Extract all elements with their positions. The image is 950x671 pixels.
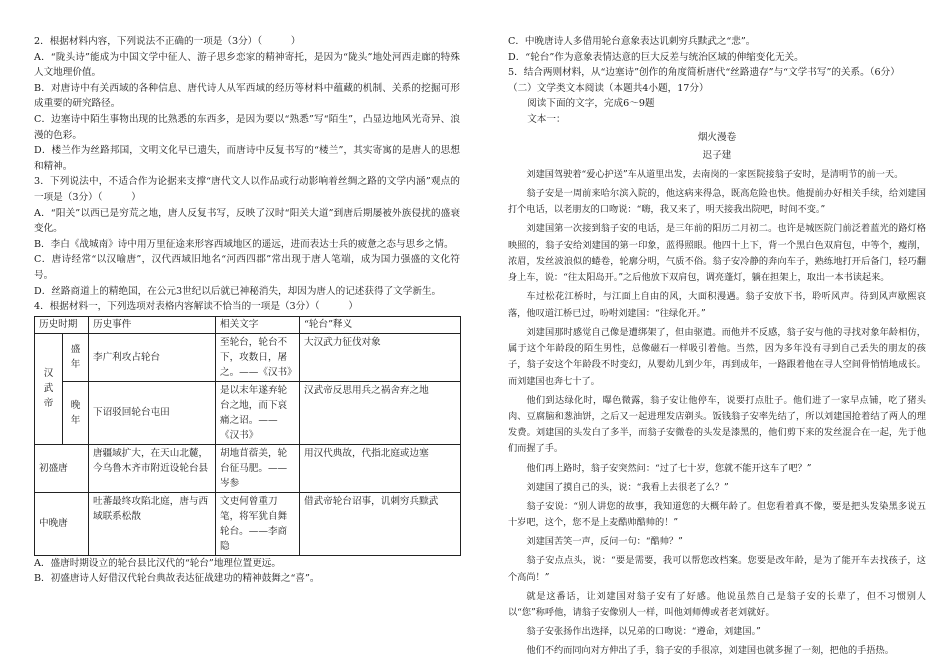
story-paragraph: 刘建国第一次接到翁子安的电话，是三年前的阳历二月初二。也许是城医院门前泛着蓝光的路灯格映照的，翁子安给刘建国的第一印象，蓝得照眼。他四十上下，背一个黑白色双肩包，中等个，瘦削，浓眉，发丝波浪似的蜷卷，轮廓分明，气质不俗。翁子安冷静的奔向车子，熟练地打开后备门，轻巧翻身上车，说：“往太阳岛开。”之后他放下双肩包，调亮蓬灯，躺在担架上，取出一本书读起来。 [508, 223, 926, 284]
history-table [34, 316, 461, 556]
event-cell: 李广利攻占轮台 [89, 333, 216, 381]
text-cell: 是以末年遂弃轮台之地，而下哀痛之诏。——《汉书》 [216, 381, 300, 444]
q3-option-c: C．唐诗经常“以汉喻唐”，汉代西域旧地名“河西四郡”常出现于唐人笔端，成为国力强盛的文化符号。 [34, 254, 460, 281]
story-paragraph: 翁子安说：“别人讲您的故事，我知道您的大概年龄了。但您看着真不像，要是把头发染黑多说五十岁吧，这个，您不是上麦酷帅酷帅的！” [508, 500, 926, 529]
story-paragraph: 刘建国那时感觉自己像是遭绑架了，但由驱遣。而他并不反感，翁子安与他的寻找对象年龄相仿，属于这个年龄段的陌生男性，总像磁石一样吸引着他。当然，因为多年没有寻到自己丢失的朋友的孩子，翁子安这个年龄段不时变幻，从婴幼儿到少年，再到成年，一路跟着他在寻人空间骨悄悄地成长。而刘建国也奔七十了。 [508, 326, 926, 387]
text-cell: 文吏何曾重刀笔，将军犹自舞轮台。——李商隐 [216, 492, 300, 555]
q3-stem: 3．下列说法中，不适合作为论据来支撑“唐代文人以作品或行动影响着丝绸之路的文学内涵”观点的一项是（3分）（ ） [34, 176, 460, 203]
q3-option-b: B．李白《战城南》诗中用万里征途来形容西域地区的遥远，进而表达士兵的疲惫之态与思乡之情。 [34, 238, 454, 250]
story-paragraph: 刘建国了摸自己的头，说：“我看上去很老了么？” [526, 481, 729, 493]
story-paragraph: 他们不约而同向对方伸出了手，翁子安的手很凉，刘建国也就多握了一刻，把他的手捂热。 [526, 645, 894, 657]
story-paragraph: 翁子安点点头，说：“要是需要，我可以帮您改档案。您要是改年龄，是为了能开车去找孩子，这个高尚！” [508, 555, 926, 583]
event-cell: 吐蕃最终攻陷北庭，唐与西域联系松散 [89, 492, 216, 555]
sub-period-cell: 晚年 [63, 381, 89, 444]
event-cell: 唐疆域扩大，在天山北麓，今乌鲁木齐市附近设轮台县 [89, 444, 216, 492]
q2-option-d: D．楼兰作为丝路邦国，文明文化早已遗失，而唐诗中反复书写的“楼兰”，其实寄寓的是唐人的思想和精神。 [34, 145, 460, 172]
table-row [35, 333, 461, 381]
story-paragraph: 车过松花江桥时，与江面上自由的风，大面积漫遇。翁子安放下书，聆听风声。待到风声歇熙哀落，他叹道江桥已过，吩咐刘建国：“往绿化开。” [508, 291, 926, 319]
q5-stem: 5．结合两则材料，从“边塞诗”创作的角度简析唐代“丝路遗存”与“文学书写”的关系。（6分） [508, 67, 900, 79]
table-header-row [35, 316, 461, 333]
q3-option-d: D．丝路商道上的精绝国，在公元3世纪以后就已神秘消失，却因为唐人的记述获得了文学新生。 [34, 285, 442, 297]
q3-option-a: A．“阳关”以西已是穷荒之地，唐人反复书写，反映了汉时“阳关大道”到唐后期屡被外族侵扰的盛衰变化。 [34, 207, 460, 235]
story-paragraph: 翁子安是一周前来哈尔滨入院的，他这病来得急，既高危险也快。他提前办好相关手续，给刘建国打个电话，以老朋友的口吻说：“嗨，我又来了，明天接我出院吧，时间不变。” [508, 187, 926, 216]
right-column [508, 34, 926, 662]
story-paragraph: 刘建国驾驶着“爱心护送”车从道里出发，去南岗的一家医院接翁子安时，是清明节的前一天。 [526, 168, 904, 180]
q4-option-b: B．初盛唐诗人好借汉代轮台典故表达征战建功的精神鼓舞之“喜”。 [34, 573, 320, 585]
text-label: 文本一： [527, 113, 566, 125]
left-column [34, 34, 460, 587]
story-paragraph: 刘建国苦笑一声，反问一句：“酷帅？” [526, 536, 683, 548]
table-header: 历史事件 [89, 316, 216, 333]
meaning-cell: 大汉武力征伐对象 [300, 333, 461, 381]
q4-option-c: C．中晚唐诗人多借用轮台意象表达讥刺穷兵黩武之“悲”。 [508, 36, 756, 47]
text-cell: 胡地苜蓿美，轮台征马肥。——岑参 [216, 444, 300, 492]
q2-stem: 2．根据材料内容，下列说法不正确的一项是（3分）（ ） [34, 36, 301, 47]
story-paragraph: 就是这番话，让刘建国对翁子安有了好感。他说虽然自己是翁子安的长辈了，但不习惯别人以“您”称呼他，请翁子安像别人一样，叫他刘师傅或者老刘就好。 [508, 590, 926, 618]
reading-instruction: 阅读下面的文字，完成6～9题 [527, 98, 655, 110]
q4-stem: 4．根据材料一，下列选项对表格内容解读不恰当的一项是（3分）（ ） [34, 301, 359, 313]
text-cell: 至轮台，轮台不下，攻数日，屠之。——《汉书》 [216, 333, 300, 381]
q4-option-a: A．盛唐时期设立的轮台县比汉代的“轮台”地理位置更远。 [34, 557, 281, 569]
story-body [508, 167, 926, 660]
period-cell: 初盛唐 [35, 444, 89, 492]
table-row [35, 381, 461, 444]
table-row [35, 492, 461, 555]
story-paragraph: 翁子安张扬作出选择，以兄弟的口吻说：“遵命，刘建国。” [526, 626, 761, 638]
section-heading: （二）文学类文本阅读（本题共4小题，17分） [508, 82, 709, 94]
table-header: 相关文字 [216, 316, 300, 333]
q2-option-b: B．对唐诗中有关西域的各种信息、唐代诗人从军西域的经历等材料中蕴藏的机制、关系的挖掘可形成重要的研究路径。 [34, 82, 460, 110]
table-header: “轮台”释义 [300, 316, 461, 333]
sub-period-cell: 盛年 [63, 333, 89, 381]
event-cell: 下诏驳回轮台屯田 [89, 381, 216, 444]
q4-option-d: D．“轮台”作为意象表情达意的巨大反差与统治区域的伸缩变化无关。 [508, 51, 804, 63]
meaning-cell: 借武帝轮台诏事，讥刺穷兵黩武 [300, 492, 461, 555]
table-header: 历史时期 [35, 316, 89, 333]
period-cell: 中晚唐 [35, 492, 89, 555]
meaning-cell: 汉武帝反思用兵之祸舍弃之地 [300, 381, 461, 444]
story-title: 烟火漫卷 [697, 131, 737, 143]
table-row [35, 444, 461, 492]
story-paragraph: 他们再上路时，翁子安突然问：“过了七十岁，您就不能开这车了吧？” [526, 462, 812, 474]
story-author: 迟子建 [702, 150, 732, 162]
story-paragraph: 他们到达绿化时，曝色微露，翁子安让他停车，说要打点肚子。他们进了一家早点铺，吃了猪头肉、豆腐脑和葱油饼，之后又一起进理发店剃头。饭钱翁子安率先结了，所以刘建国抢着结了两人的理发费。刘建国的头发白了多半，而翁子安微卷的头发是漆黑的，他们剪下来的发丝混合在一起，先于他们而握了手。 [508, 394, 926, 455]
meaning-cell: 用汉代典故，代指北庭或边塞 [300, 444, 461, 492]
q2-option-a: A．“陇头诗”能成为中国文学中征人、游子思乡恋家的精神寄托，是因为“陇头”地处河西走廊的特殊人文地理价值。 [34, 51, 460, 79]
q2-option-c: C．边塞诗中陌生事物出现的比熟悉的东西多，是因为要以“熟悉”写“陌生”，凸显边地风光奇异、浪漫的色彩。 [34, 113, 460, 141]
period-cell-han: 汉武帝 [35, 333, 63, 444]
